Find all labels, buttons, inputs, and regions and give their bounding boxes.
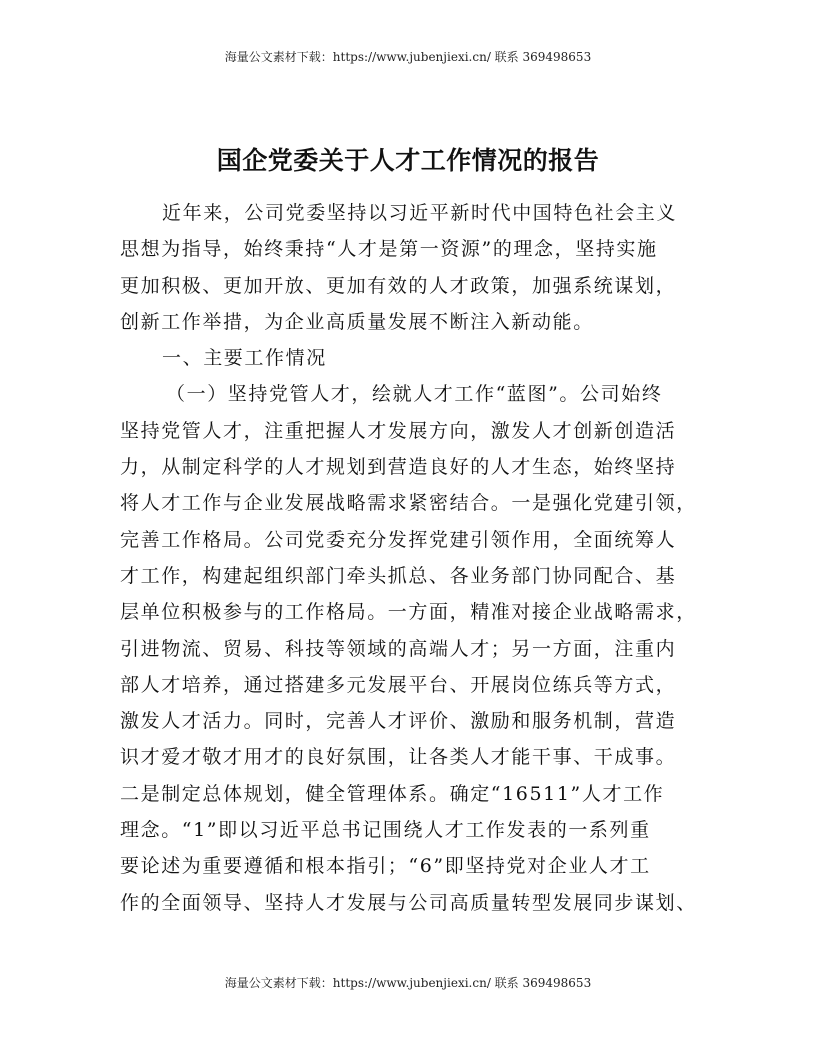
- paragraph-line: 激发人才活力。同时，完善人才评价、激励和服务机制，营造: [120, 710, 677, 733]
- header-download-note: 海量公文素材下载：https://www.jubenjiexi.cn/ 联系 369498653: [224, 50, 592, 64]
- paragraph-line: 更加积极、更加开放、更加有效的人才政策，加强系统谋划，: [120, 274, 677, 297]
- paragraph-line: 思想为指导，始终秉持“人才是第一资源”的理念，坚持实施: [120, 238, 658, 261]
- paragraph-line: 作的全面领导、坚持人才发展与公司高质量转型发展同步谋划、: [120, 891, 697, 914]
- paragraph-line: 坚持党管人才，注重把握人才发展方向，激发人才创新创造活: [120, 419, 677, 442]
- paragraph-line: 识才爱才敬才用才的良好氛围，让各类人才能干事、干成事。: [120, 746, 677, 769]
- paragraph-line: 理念。“1”即以习近平总书记围绕人才工作发表的一系列重: [120, 819, 651, 842]
- paragraph-line: 创新工作举措，为企业高质量发展不断注入新动能。: [120, 310, 594, 333]
- paragraph-line: 层单位积极参与的工作格局。一方面，精准对接企业战略需求，: [120, 601, 697, 624]
- paragraph-line: 二是制定总体规划，健全管理体系。确定“16511”人才工作: [120, 782, 665, 805]
- paragraph-line: 部人才培养，通过搭建多元发展平台、开展岗位练兵等方式，: [120, 673, 677, 696]
- document-body: [120, 195, 700, 921]
- paragraph-line: 引进物流、贸易、科技等领域的高端人才；另一方面，注重内: [120, 637, 677, 660]
- paragraph-line: 要论述为重要遵循和根本指引；“6”即坚持党对企业人才工: [120, 855, 651, 878]
- paragraph-line: 才工作，构建起组织部门牵头抓总、各业务部门协同配合、基: [120, 564, 677, 587]
- subsection-heading: （一）坚持党管人才，绘就人才工作“蓝图”。公司始终: [166, 383, 663, 406]
- paragraph-line: 完善工作格局。公司党委充分发挥党建引领作用，全面统筹人: [120, 528, 677, 551]
- paragraph-line: 力，从制定科学的人才规划到营造良好的人才生态，始终坚持: [120, 456, 677, 479]
- paragraph-line: 近年来，公司党委坚持以习近平新时代中国特色社会主义: [162, 202, 678, 224]
- document-title: 国企党委关于人才工作情况的报告: [216, 146, 600, 175]
- section-heading: 一、主要工作情况: [162, 347, 327, 370]
- paragraph-line: 将人才工作与企业发展战略需求紧密结合。一是强化党建引领，: [120, 492, 697, 515]
- footer-download-note: 海量公文素材下载：https://www.jubenjiexi.cn/ 联系 369498653: [224, 976, 592, 990]
